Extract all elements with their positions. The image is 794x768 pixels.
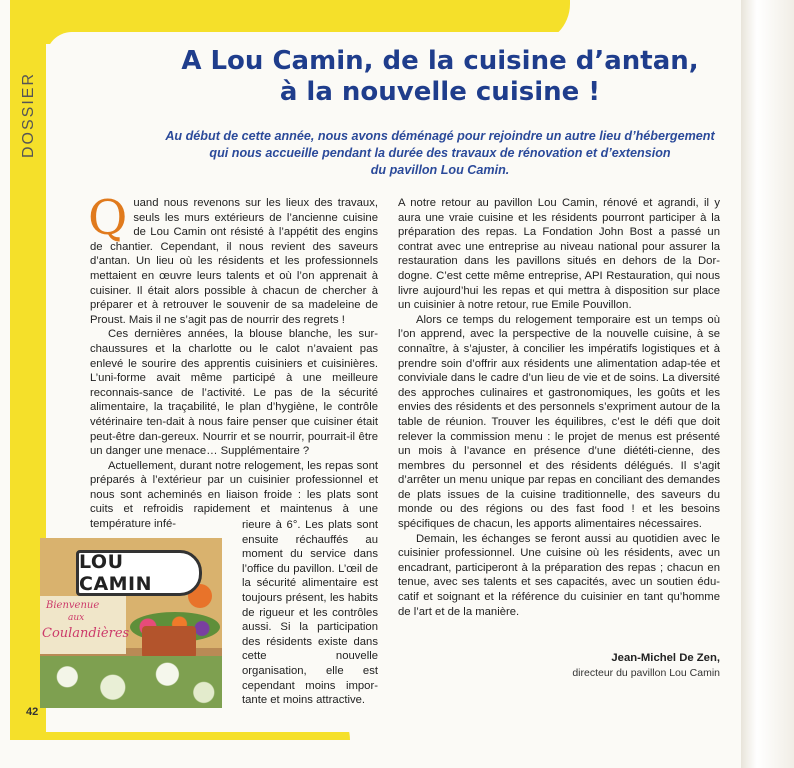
section-label-text: DOSSIER [20,71,37,159]
right-column [398,196,720,619]
book-spine [741,0,794,768]
left-paragraph-2: Ces dernières années, la blouse blanche, les sur-chaussures et la charlotte ou le calot n’avaient pas enlevé le sourire des apprentis cuisiniers et cuisinières. L’uni-forme avait même participé à une meilleure reconnais-sance de l’activité. Le pas de la sécurité alimentaire, la traçabilité, le plan d’hygiène, le contrôle vétérinaire ten-dait à nous faire penser que cuisiner était peut-être dan-gereux. Nourrir et se nourrir, pourrait-il être un danger une menace… Supplémentaire ? [90,328,378,458]
right-paragraph-3: Demain, les échanges se feront aussi au quotidien avec le cuisinier professionnel. Une cuisine où les résidents, avec un encadrant, participeront à la préparation des repas ; chacun en tenue, avec ses talents et ses capacités, avec un soutien édu-catif et soignant et la référence du cuisinier en tant qu’homme de l’art et de la manière. [398,532,720,618]
lou-camin-photo [40,538,222,708]
white-plants [40,656,222,708]
lead-line-3: du pavillon Lou Camin. [370,163,510,177]
left-paragraph-3-continued: rieure à 6°. Les plats sont ensuite réchauffés au moment du service dans l’office du pavillon. L’œil de la sécurité alimentaire est toujours présent, les habits de rigueur et les contrôles aussi. Si la participation des résidents existe dans cette nouvelle organisation, elle est cependant moins impor-tante et moins attractive. [242,519,378,707]
left-column-continuation [242,518,378,708]
left-paragraph-3: Actuellement, durant notre relogement, les repas sont préparés à l’extérieur par un cuisinier professionnel et nous sont acheminés en liaison froide : les plats sont cuits et refroidis rapidement et maintenus à une température infé- [90,459,378,531]
board-line-1: Bienvenue [46,600,100,611]
drop-cap: Q [88,190,128,246]
right-paragraph-1: A notre retour au pavillon Lou Camin, rénové et agrandi, il y aura une vraie cuisine et les résidents pourront participer à la préparation des repas. La Fondation John Bost a passé un contrat avec une entreprise au niveau national pour assurer la restauration dans les pavillons situés en dehors de la Dor-dogne. C’est cette même entreprise, API Restauration, qui nous livre aujourd’hui les repas et qui mettra à disposition sur place un cuisinier à notre retour, rue Emile Pouvillon. [398,197,720,312]
signature [420,651,720,681]
sign-text: LOU CAMIN [79,551,153,595]
title-line-1: A Lou Camin, de la cuisine d’antan, [181,46,699,76]
section-label [14,40,44,190]
article-lead [140,128,740,179]
lead-line-2: qui nous accueille pendant la durée des travaux de rénovation et d’extension [209,146,671,160]
board-line-2: aux [68,613,85,623]
page-number: 42 [26,706,39,718]
welcome-board [40,596,130,654]
left-column [88,190,378,532]
article-title [160,46,720,108]
left-paragraph-1 [88,190,378,327]
left-paragraph-1-text: uand nous revenons sur les lieux des travaux, seuls les murs extérieurs de l’ancienne cuisine de Lou Camin ont résisté à l’appétit des engins de chantier. Cependant, il nous revient des saveurs d’antan. Un lieu où les résidents et les professionnels mettaient en œuvre leurs talents et où l’on apprenait à cuisiner. Il était alors possible à chacun de chercher à préparer et à retrouver le souvenir de sa madeleine de Proust. Mais il ne s’agit pas de nourrir des regrets ! [90,197,378,326]
author-name: Jean-Michel De Zen, [611,652,720,664]
right-paragraph-2: Alors ce temps du relogement temporaire est un temps où l’on apprend, avec la perspective de la nouvelle cuisine, à se connaître, à s’ajuster, à concilier les impératifs logistiques et à prendre soin d’offrir aux résidents une alimentation adap-tée et conviviale dans le cadre d’un lieu de vie et de soins. La diversité des approches culinaires et gastronomiques, les goûts et les envies des résidents et des personnels s’expriment autour de la table de réunion. Trouver les équilibres, c’est le défi que doit relever la commission menu : le projet de menus est présenté un mois à l’avance en présence d’une diététi-cienne, des membres du personnel et des résidents délégués. Il s’agit d’arrêter un menu unique par repas en conciliant des demandes de plats issues de la cuisine traditionnelle, des saveurs du monde ou des régions ou des fast food ! et les besoins spécifiques de chacun, les apports alimentaires nécessaires. [398,313,720,531]
board-line-3: Coulandières [42,626,130,641]
author-role: directeur du pavillon Lou Camin [572,667,720,679]
lead-line-1: Au début de cette année, nous avons déménagé pour rejoindre un autre lieu d’hébergement [165,129,715,143]
lou-camin-sign [76,550,202,596]
title-line-2: à la nouvelle cuisine ! [279,77,601,107]
